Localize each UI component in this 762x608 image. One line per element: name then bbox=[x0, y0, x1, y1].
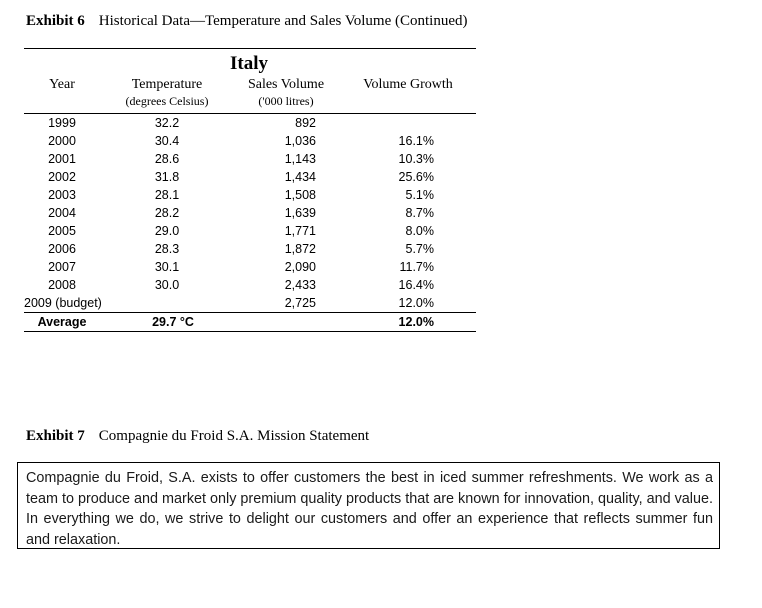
cell-volume-growth: 25.6% bbox=[398, 170, 434, 184]
cell-year: 2000 bbox=[48, 134, 76, 148]
cell-year: 2004 bbox=[48, 206, 76, 220]
table-row bbox=[24, 222, 476, 240]
cell-temperature: 32.2 bbox=[154, 116, 180, 130]
cell-temperature: 28.3 bbox=[154, 242, 180, 256]
exhibit6-label: Exhibit 6 bbox=[26, 13, 85, 29]
header-sales-volume-label: Sales Volume bbox=[247, 77, 325, 92]
cell-temperature: 28.6 bbox=[154, 152, 180, 166]
cell-year: 2003 bbox=[48, 188, 76, 202]
mission-statement-text: Compagnie du Froid, S.A. exists to offer customers the best in iced summer refreshments. We work as a team to produce and market only premium quality products that are known for innovation, quality, and value. In everything we do, we strive to delight our customers and offer an experience that reflects summer fun and relaxation. bbox=[26, 470, 713, 548]
header-year: Year bbox=[49, 77, 75, 92]
cell-year: 1999 bbox=[48, 116, 76, 130]
cell-sales-volume: 1,036 bbox=[284, 134, 316, 148]
table-row bbox=[24, 168, 476, 186]
cell-sales-volume: 1,872 bbox=[284, 242, 316, 256]
cell-year: 2009 (budget) bbox=[24, 296, 102, 310]
cell-year: 2005 bbox=[48, 224, 76, 238]
country-header: Italy bbox=[230, 53, 268, 74]
cell-volume-growth: 5.7% bbox=[405, 242, 434, 256]
cell-volume-growth: 16.4% bbox=[398, 278, 434, 292]
cell-sales-volume: 2,090 bbox=[284, 260, 316, 274]
average-temperature: 29.7 °C bbox=[152, 315, 194, 329]
cell-volume-growth: 12.0% bbox=[398, 296, 434, 310]
cell-volume-growth: 8.7% bbox=[405, 206, 434, 220]
exhibit7-title: Compagnie du Froid S.A. Mission Statement bbox=[98, 428, 370, 444]
cell-volume-growth: 5.1% bbox=[405, 188, 434, 202]
cell-volume-growth: 10.3% bbox=[398, 152, 434, 166]
header-sales-volume-unit: ('000 litres) bbox=[258, 94, 314, 108]
cell-year: 2002 bbox=[48, 170, 76, 184]
header-temperature-unit: (degrees Celsius) bbox=[125, 94, 209, 108]
header-temperature bbox=[108, 77, 226, 109]
exhibit6-title: Historical Data—Temperature and Sales Volume (Continued) bbox=[98, 13, 468, 29]
cell-temperature: 28.2 bbox=[154, 206, 180, 220]
average-label: Average bbox=[37, 315, 87, 329]
cell-volume-growth: 11.7% bbox=[399, 260, 434, 274]
header-temperature-label: Temperature bbox=[131, 77, 203, 92]
cell-year: 2006 bbox=[48, 242, 76, 256]
header-volume-growth: Volume Growth bbox=[363, 77, 453, 92]
cell-volume-growth: 16.1% bbox=[398, 134, 434, 148]
table-top-rule bbox=[24, 48, 476, 49]
table-row bbox=[24, 150, 476, 168]
table-row bbox=[24, 186, 476, 204]
average-row bbox=[24, 313, 476, 331]
cell-temperature: 30.1 bbox=[154, 260, 180, 274]
table-row bbox=[24, 276, 476, 294]
header-sales-volume bbox=[234, 77, 338, 109]
cell-temperature: 30.4 bbox=[154, 134, 180, 148]
cell-sales-volume: 1,639 bbox=[284, 206, 316, 220]
cell-temperature: 29.0 bbox=[154, 224, 180, 238]
exhibit6-heading bbox=[26, 13, 468, 30]
cell-volume-growth: 8.0% bbox=[405, 224, 434, 238]
cell-sales-volume: 1,143 bbox=[284, 152, 316, 166]
average-volume-growth: 12.0% bbox=[398, 315, 434, 329]
mission-statement-box bbox=[17, 462, 720, 549]
exhibit7-label: Exhibit 7 bbox=[26, 428, 85, 444]
cell-temperature: 28.1 bbox=[154, 188, 180, 202]
table-row bbox=[24, 132, 476, 150]
cell-year: 2008 bbox=[48, 278, 76, 292]
cell-sales-volume: 2,433 bbox=[284, 278, 316, 292]
cell-temperature: 31.8 bbox=[154, 170, 180, 184]
table-row bbox=[24, 114, 476, 132]
table-row bbox=[24, 258, 476, 276]
cell-sales-volume: 892 bbox=[295, 116, 316, 130]
cell-sales-volume: 1,771 bbox=[284, 224, 316, 238]
table-row bbox=[24, 294, 476, 312]
table-row bbox=[24, 240, 476, 258]
table-row bbox=[24, 204, 476, 222]
cell-year: 2007 bbox=[48, 260, 76, 274]
cell-temperature: 30.0 bbox=[154, 278, 180, 292]
cell-sales-volume: 2,725 bbox=[284, 296, 316, 310]
exhibit7-heading bbox=[26, 428, 369, 445]
table-body bbox=[24, 114, 476, 332]
cell-sales-volume: 1,508 bbox=[284, 188, 316, 202]
table-bottom-rule bbox=[24, 331, 476, 332]
cell-sales-volume: 1,434 bbox=[284, 170, 316, 184]
cell-year: 2001 bbox=[48, 152, 76, 166]
